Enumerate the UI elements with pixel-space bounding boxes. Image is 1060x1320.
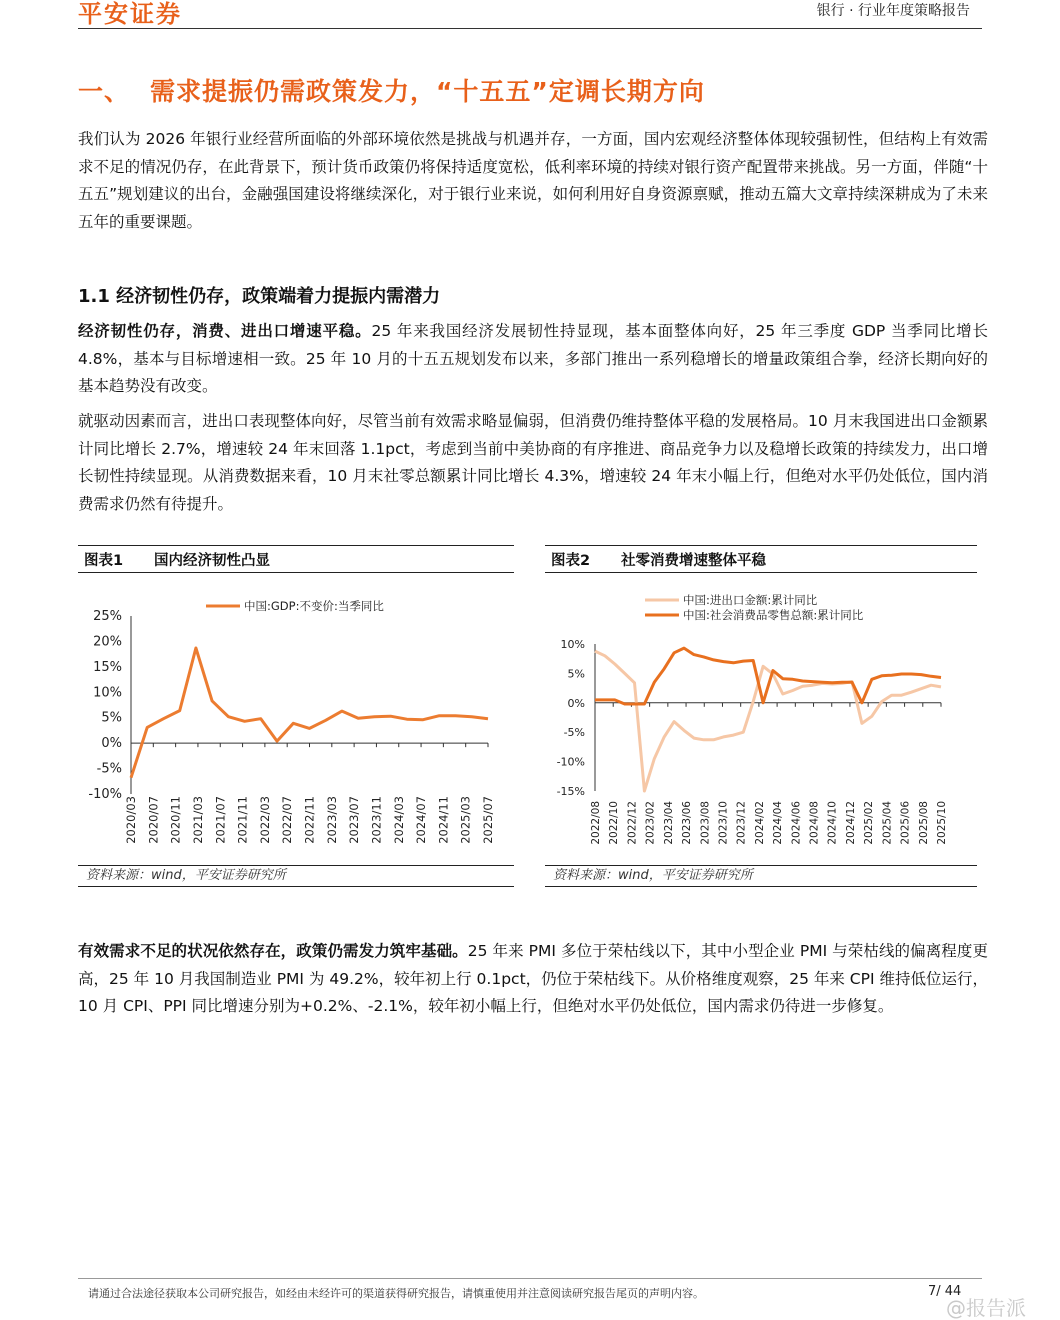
gdp-x-tick-12: 2024/03 xyxy=(391,796,406,844)
paragraph-demand xyxy=(78,938,988,1021)
gdp-x-tick-5: 2021/11 xyxy=(235,796,250,844)
figure1-label: 图表1 xyxy=(84,552,124,569)
retail-x-tick-0: 2022/08 xyxy=(590,801,602,845)
gdp-y-tick-3: 10% xyxy=(93,685,122,701)
retail-legend-label-0: 中国:进出口金额:累计同比 xyxy=(683,593,818,607)
paragraph-economy xyxy=(78,318,988,401)
gdp-x-tick-11: 2023/11 xyxy=(369,796,384,844)
retail-x-tick-4: 2023/04 xyxy=(662,801,675,845)
retail-series-0 xyxy=(595,651,941,791)
gdp-y-tick-4: 5% xyxy=(101,710,122,726)
gdp-x-tick-8: 2022/11 xyxy=(302,796,317,844)
figure2-title: 社零消费增速整体平稳 xyxy=(621,552,766,569)
gdp-x-tick-15: 2025/03 xyxy=(458,796,473,844)
figure2-label: 图表2 xyxy=(551,552,591,569)
gdp-x-tick-0: 2020/03 xyxy=(124,796,138,844)
retail-y-tick-2: 0% xyxy=(567,696,585,710)
gdp-x-tick-2: 2020/11 xyxy=(168,796,183,844)
retail-x-tick-10: 2024/04 xyxy=(772,801,785,845)
gdp-y-tick-6: -5% xyxy=(96,761,122,777)
retail-x-tick-11: 2024/06 xyxy=(790,801,803,845)
retail-y-tick-0: 10% xyxy=(560,638,585,651)
figure1-source: 资料来源：wind，平安证券研究所 xyxy=(78,865,514,887)
retail-x-tick-3: 2023/02 xyxy=(644,801,657,845)
watermark: @报告派 xyxy=(946,1296,1026,1320)
retail-x-tick-16: 2025/04 xyxy=(881,801,894,845)
retail-x-tick-5: 2023/06 xyxy=(681,801,694,845)
retail-x-tick-13: 2024/10 xyxy=(826,801,839,845)
retail-x-tick-14: 2024/12 xyxy=(844,801,857,845)
figure1-title: 国内经济韧性凸显 xyxy=(154,552,270,569)
gdp-x-tick-13: 2024/07 xyxy=(414,796,429,844)
gdp-y-tick-2: 15% xyxy=(93,659,122,675)
paragraph-economy-lead: 经济韧性仍存，消费、进出口增速平稳。 xyxy=(78,322,372,340)
gdp-x-tick-14: 2024/11 xyxy=(436,796,451,844)
retail-x-tick-12: 2024/08 xyxy=(808,801,821,845)
retail-x-tick-2: 2022/12 xyxy=(626,801,639,845)
footer-disclaimer: 请通过合法途径获取本公司研究报告，如经由未经许可的渠道获得研究报告，请慎重使用并注意阅读研究报告尾页的声明内容。 xyxy=(88,1287,704,1300)
section-number: 一、 xyxy=(78,77,131,106)
retail-x-tick-1: 2022/10 xyxy=(608,801,621,845)
paragraph-demand-body: 25 年来 PMI 多位于荣枯线以下，其中小型企业 PMI 与荣枯线的偏离程度更高，25 年 10 月我国制造业 PMI 为 49.2%，较年初上行 0.1pct，仍位于荣枯线下。从价格维度观察，25 年来 CPI 维持低位运行，10 月 CPI、PPI 同比增速分别为+0.2%、-2.1%，较年初小幅上行，但绝对水平仍处低位，国内需求仍待进一步修复。 xyxy=(78,942,988,1015)
footer-divider xyxy=(78,1278,982,1279)
figure2-source: 资料来源：wind，平安证券研究所 xyxy=(545,865,977,887)
retail-trade-chart xyxy=(545,578,977,864)
gdp-x-tick-6: 2022/03 xyxy=(257,796,272,844)
gdp-y-tick-5: 0% xyxy=(101,736,122,752)
gdp-x-tick-1: 2020/07 xyxy=(146,796,161,844)
page-number: 7/ 44 xyxy=(928,1284,962,1299)
retail-x-tick-19: 2025/10 xyxy=(936,801,948,845)
section-title: 需求提振仍需政策发力，“十五五”定调长期方向 xyxy=(150,77,705,106)
gdp-x-tick-7: 2022/07 xyxy=(280,796,295,844)
section-heading xyxy=(78,72,705,108)
retail-y-tick-3: -5% xyxy=(563,726,585,740)
header-divider xyxy=(78,28,982,29)
figure2-header xyxy=(545,545,977,573)
retail-x-tick-9: 2024/02 xyxy=(753,801,766,845)
gdp-chart xyxy=(78,578,514,864)
retail-x-tick-15: 2025/02 xyxy=(863,801,876,845)
retail-x-tick-6: 2023/08 xyxy=(699,801,712,845)
retail-x-tick-17: 2025/06 xyxy=(899,801,912,845)
intro-paragraph: 我们认为 2026 年银行业经营所面临的外部环境依然是挑战与机遇并存，一方面，国内宏观经济整体体现较强韧性，但结构上有效需求不足的情况仍存，在此背景下，预计货币政策仍将保持适度宽松，低利率环境的持续对银行资产配置带来挑战。另一方面，伴随“十五五”规划建议的出台，金融强国建设将继续深化，对于银行业来说，如何利用好自身资源禀赋，推动五篇大文章持续深耕成为了未来五年的重要课题。 xyxy=(78,130,988,231)
retail-y-tick-4: -10% xyxy=(556,755,585,769)
company-logo: 平安证券 xyxy=(78,0,182,28)
retail-legend-label-1: 中国:社会消费品零售总额:累计同比 xyxy=(683,608,864,622)
figure1-header xyxy=(78,545,514,573)
gdp-y-tick-0: 25% xyxy=(93,609,122,624)
paragraph-economy-body: 25 年来我国经济发展韧性持显现，基本面整体向好，25 年三季度 GDP 当季同比增长 4.8%，基本与目标增速相一致。25 年 10 月的十五五规划发布以来，多部门推出一系列稳增长的增量政策组合拳，经济长期向好的基本趋势没有改变。 xyxy=(78,322,988,395)
gdp-x-tick-3: 2021/03 xyxy=(190,796,205,844)
gdp-x-tick-16: 2025/07 xyxy=(481,796,495,844)
retail-x-tick-8: 2023/12 xyxy=(735,801,748,845)
report-type: 银行 · 行业年度策略报告 xyxy=(816,3,970,19)
paragraph-demand-lead: 有效需求不足的状况依然存在，政策仍需发力筑牢基础。 xyxy=(78,942,468,960)
gdp-y-tick-1: 20% xyxy=(93,634,122,650)
gdp-legend-label-0: 中国:GDP:不变价:当季同比 xyxy=(244,599,384,613)
gdp-series-0 xyxy=(131,648,488,778)
retail-x-tick-7: 2023/10 xyxy=(717,801,730,845)
retail-y-tick-1: 5% xyxy=(567,667,585,681)
subsection-title: 1.1 经济韧性仍存，政策端着力提振内需潜力 xyxy=(78,286,441,307)
gdp-y-tick-7: -10% xyxy=(88,787,122,802)
paragraph-drivers: 就驱动因素而言，进出口表现整体向好，尽管当前有效需求略显偏弱，但消费仍维持整体平稳的发展格局。10 月末我国进出口金额累计同比增长 2.7%，增速较 24 年末回落 1.1pct，考虑到当前中美协商的有序推进、商品竞争力以及稳增长政策的持续发力，出口增长韧性持续显现。从消费数据来看，10 月末社零总额累计同比增长 4.3%，增速较 24 年末小幅上行，但绝对水平仍处低位，国内消费需求仍然有待提升。 xyxy=(78,412,988,513)
gdp-x-tick-10: 2023/07 xyxy=(347,796,362,844)
gdp-x-tick-4: 2021/07 xyxy=(213,796,228,844)
retail-x-tick-18: 2025/08 xyxy=(917,801,930,845)
retail-y-tick-5: -15% xyxy=(556,785,585,798)
gdp-x-tick-9: 2023/03 xyxy=(324,796,339,844)
